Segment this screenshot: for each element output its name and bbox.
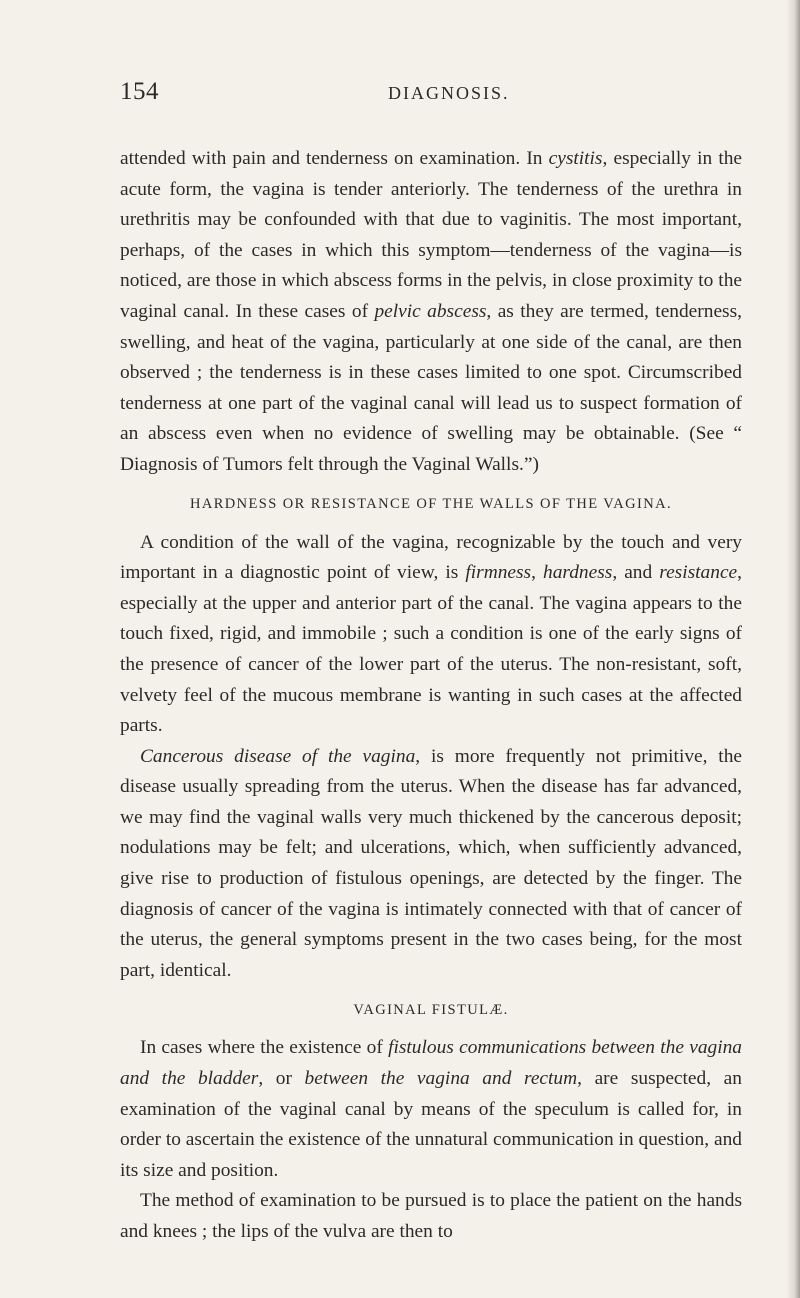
text-run: A condition of the wall of the vagina, recognizable by the touch and very important in a diagnostic point of view, is	[120, 531, 742, 584]
page-edge-shadow	[786, 0, 800, 1298]
paragraph-examination-method	[120, 1186, 742, 1247]
italic-term: firmness	[465, 562, 532, 584]
text-run: , and	[612, 562, 660, 584]
page-header	[120, 78, 740, 106]
text-run: attended with pain and tenderness on examination. In	[120, 148, 549, 169]
page-number: 154	[120, 78, 159, 105]
text-run: , as they are termed, tenderness, swelling, and heat of the vagina, particularly at one side of the canal, are then observed ; the tenderness is in these cases limited to one spot. Circumscribed tenderness at one part of the vaginal canal will lead us to suspect formation of an abscess even when no evidence of swelling may be obtainable. (See “ Diagnosis of Tumors felt through the Vaginal Walls.”)	[120, 300, 742, 475]
section-heading-hardness: HARDNESS OR RESISTANCE OF THE WALLS OF THE VAGINA.	[189, 495, 672, 512]
italic-term: fistulous communications between the vagina and the bladder	[120, 1037, 743, 1090]
text-run: , especially in the acute form, the vagina is tender anteriorly. The tenderness of the urethra in urethritis may be confounded with that due to vaginitis. The most important, perhaps, of the cases in which this symptom—tenderness of the vagina—is noticed, are those in which abscess forms in the pelvis, in close proximity to the vaginal canal. In these cases of	[120, 148, 743, 322]
body-text	[120, 144, 742, 1248]
text-run: ,	[531, 562, 543, 584]
paragraph-cancerous-disease	[120, 742, 742, 987]
paragraph-tenderness	[120, 144, 742, 481]
italic-term: pelvic abscess	[374, 300, 487, 322]
paragraph-hardness	[120, 528, 742, 742]
italic-term: resistance	[659, 562, 738, 584]
italic-term: between the vagina and rectum	[304, 1068, 578, 1090]
running-head: DIAGNOSIS.	[388, 83, 510, 103]
italic-term: Cancerous disease of the vagina	[140, 745, 416, 767]
paragraph-fistulae	[120, 1033, 742, 1186]
text-run: In cases where the existence of	[140, 1037, 389, 1059]
italic-term: cystitis	[548, 148, 603, 169]
text-run: , is more frequently not primitive, the disease usually spreading from the uterus. When the disease has far advanced, we may find the vaginal walls very much thickened by the cancerous deposit; nodulations may be felt; and ulcerations, which, when sufficiently advanced, give rise to production of fistulous openings, are detected by the finger. The diagnosis of cancer of the vagina is intimately connected with that of cancer of the uterus, the general symptoms present in the two cases being, for the most part, identical.	[120, 745, 742, 981]
italic-term: hardness	[543, 562, 613, 584]
text-run: The method of examination to be pursued is to place the patient on the hands and knees ; the lips of the vulva are then to	[120, 1190, 742, 1242]
text-run: , are suspected, an examination of the vaginal canal by means of the speculum is called for, in order to ascertain the existence of the unnatural communication in question, and its size and position.	[120, 1068, 742, 1181]
text-run: , or	[258, 1068, 305, 1090]
text-run: , especially at the upper and anterior part of the canal. The vagina appears to the touch fixed, rigid, and immobile ; such a condition is one of the early signs of the presence of cancer of the lower part of the uterus. The non-resistant, soft, velvety feel of the mucous membrane is wanting in such cases at the affected parts.	[120, 562, 743, 737]
section-heading-fistulae: VAGINAL FISTULÆ.	[353, 1002, 509, 1019]
